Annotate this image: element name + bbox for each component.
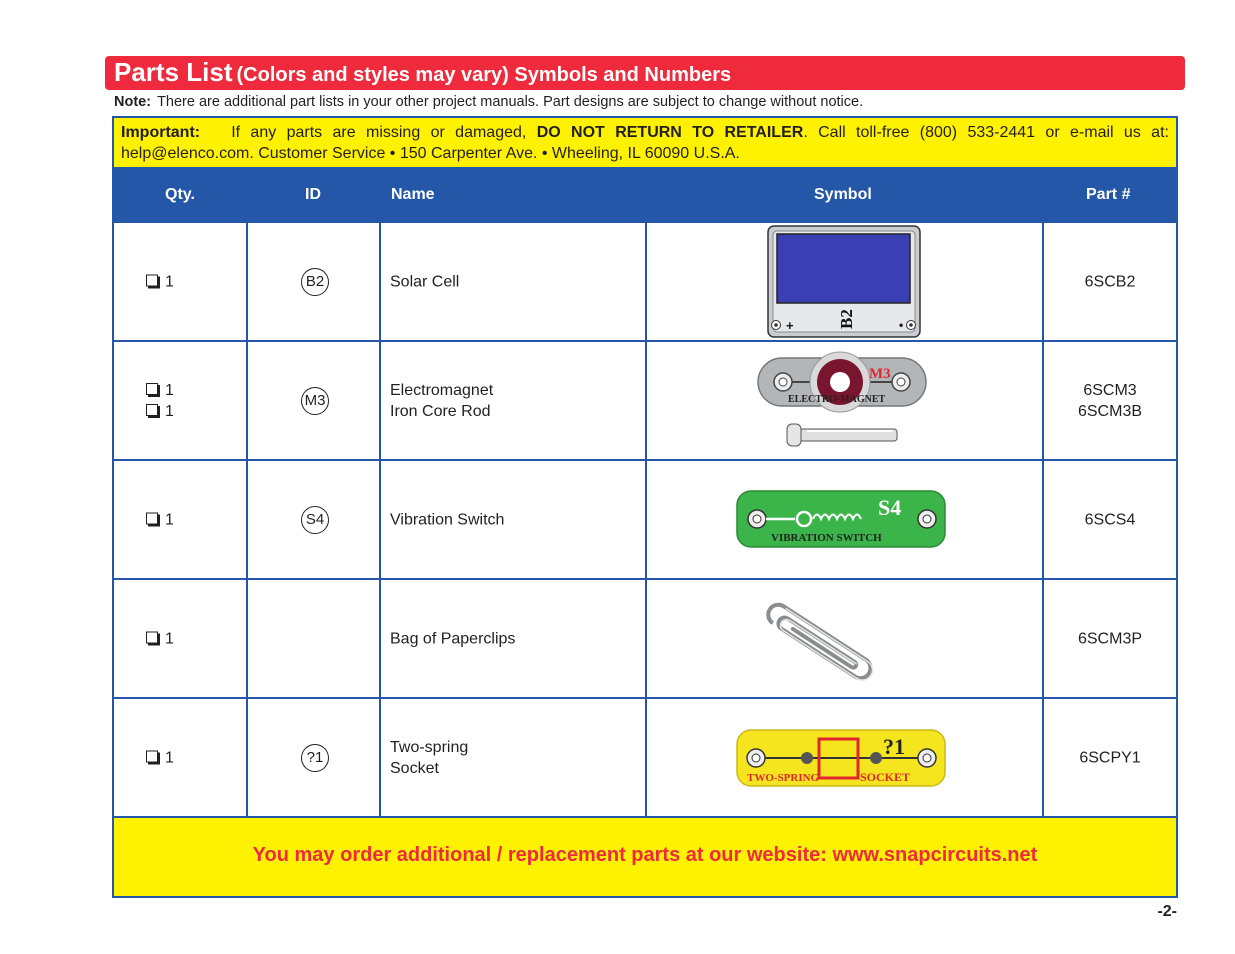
part-name: Bag of Paperclips xyxy=(390,630,516,647)
symbol-label: TWO-SPRING xyxy=(747,772,820,784)
name-cell xyxy=(381,580,647,697)
table-row xyxy=(114,580,1176,699)
solar-cell-icon xyxy=(647,223,1042,340)
symbol-label: S4 xyxy=(878,495,902,520)
symbol-label: B2 xyxy=(837,309,856,329)
part-name: Two-spring xyxy=(390,738,469,756)
symbol-cell xyxy=(647,342,1044,459)
symbol-label: VIBRATION SWITCH xyxy=(771,532,882,544)
checkbox-icon[interactable] xyxy=(146,404,158,416)
id-cell xyxy=(248,223,381,340)
order-banner: You may order additional / replacement parts at our website: www.snapcircuits.net xyxy=(114,818,1176,896)
id-cell xyxy=(248,580,381,697)
col-name-header: Name xyxy=(391,186,435,203)
name-cell xyxy=(381,699,647,816)
symbol-cell xyxy=(647,580,1044,697)
part-name: Iron Core Rod xyxy=(390,402,491,420)
part-name: Vibration Switch xyxy=(390,511,505,528)
qty-cell xyxy=(114,461,248,578)
qty-value: 1 xyxy=(165,511,174,528)
table-row xyxy=(114,223,1176,342)
parts-table-frame xyxy=(112,116,1178,898)
symbol-label: M3 xyxy=(869,366,891,382)
title-bar xyxy=(105,56,1185,90)
checkbox-icon[interactable] xyxy=(146,513,158,525)
name-cell xyxy=(381,461,647,578)
symbol-cell xyxy=(647,461,1044,578)
part-id-badge: B2 xyxy=(301,268,329,296)
important-label: Important: xyxy=(121,124,201,141)
checkbox-icon[interactable] xyxy=(146,275,158,287)
id-cell xyxy=(248,461,381,578)
important-notice xyxy=(114,118,1176,167)
part-cell xyxy=(1044,699,1176,816)
symbol-cell xyxy=(647,223,1044,340)
col-qty-header: Qty. xyxy=(165,186,195,203)
symbol-label: ELECTRO-MAGNET xyxy=(788,394,886,405)
checkbox-icon[interactable] xyxy=(146,383,158,395)
col-id-header: ID xyxy=(305,186,321,203)
part-number: 6SCM3P xyxy=(1077,630,1143,647)
page-subtitle: (Colors and styles may vary) Symbols and Numbers xyxy=(236,64,732,86)
note-label: Note: xyxy=(114,94,152,110)
part-id-badge: M3 xyxy=(301,387,329,415)
qty-cell xyxy=(114,699,248,816)
table-row xyxy=(114,342,1176,461)
two-spring-socket-icon xyxy=(647,699,1042,816)
symbol-cell xyxy=(647,699,1044,816)
symbol-label: + xyxy=(786,318,794,333)
qty-value: 1 xyxy=(165,273,174,290)
checkbox-icon[interactable] xyxy=(146,751,158,763)
svg-text:•: • xyxy=(899,318,904,332)
name-cell xyxy=(381,342,647,459)
name-cell xyxy=(381,223,647,340)
page-number: -2- xyxy=(1157,903,1177,920)
qty-value: 1 xyxy=(165,381,174,399)
id-cell xyxy=(248,699,381,816)
qty-cell xyxy=(114,342,248,459)
important-emphasis: DO NOT RETURN TO RETAILER xyxy=(536,124,804,141)
note-text: There are additional part lists in your other project manuals. Part designs are subject to change without notice. xyxy=(157,94,864,110)
part-cell xyxy=(1044,223,1176,340)
important-text-after: . Call toll-free (800) 533-2441 or e-mail us at: help@elenco.com. Customer Service • 150 Carpenter Ave. • Wheeling, IL 60090 U.S.A. xyxy=(121,124,1169,162)
part-cell xyxy=(1044,342,1176,459)
part-number: 6SCM3 xyxy=(1083,381,1137,399)
table-body xyxy=(114,223,1176,818)
part-id-badge: ?1 xyxy=(301,744,329,772)
table-row xyxy=(114,699,1176,818)
table-header xyxy=(114,167,1176,223)
part-number: 6SCM3B xyxy=(1077,402,1143,420)
important-text-before: If any parts are missing or damaged, xyxy=(231,124,527,141)
part-number: 6SCS4 xyxy=(1084,511,1136,528)
part-cell xyxy=(1044,461,1176,578)
part-name: Electromagnet xyxy=(390,381,494,399)
part-name: Socket xyxy=(390,759,439,777)
part-name: Solar Cell xyxy=(390,273,460,290)
qty-cell xyxy=(114,223,248,340)
part-number: 6SCB2 xyxy=(1084,273,1136,290)
part-id-badge: S4 xyxy=(301,506,329,534)
id-cell xyxy=(248,342,381,459)
col-symbol-header: Symbol xyxy=(814,186,872,203)
paperclip-icon xyxy=(647,580,1042,697)
qty-value: 1 xyxy=(165,749,174,766)
checkbox-icon[interactable] xyxy=(146,632,158,644)
symbol-label: ?1 xyxy=(883,734,905,759)
col-part-header: Part # xyxy=(1086,186,1131,203)
symbol-label: SOCKET xyxy=(860,770,911,784)
note xyxy=(114,94,863,110)
electromagnet-icon xyxy=(647,342,1042,459)
qty-value: 1 xyxy=(165,630,174,647)
page-title: Parts List xyxy=(114,57,233,87)
qty-cell xyxy=(114,580,248,697)
vibration-switch-icon xyxy=(647,461,1042,578)
qty-value: 1 xyxy=(165,402,174,420)
table-row xyxy=(114,461,1176,580)
part-number: 6SCPY1 xyxy=(1079,749,1141,766)
part-cell xyxy=(1044,580,1176,697)
